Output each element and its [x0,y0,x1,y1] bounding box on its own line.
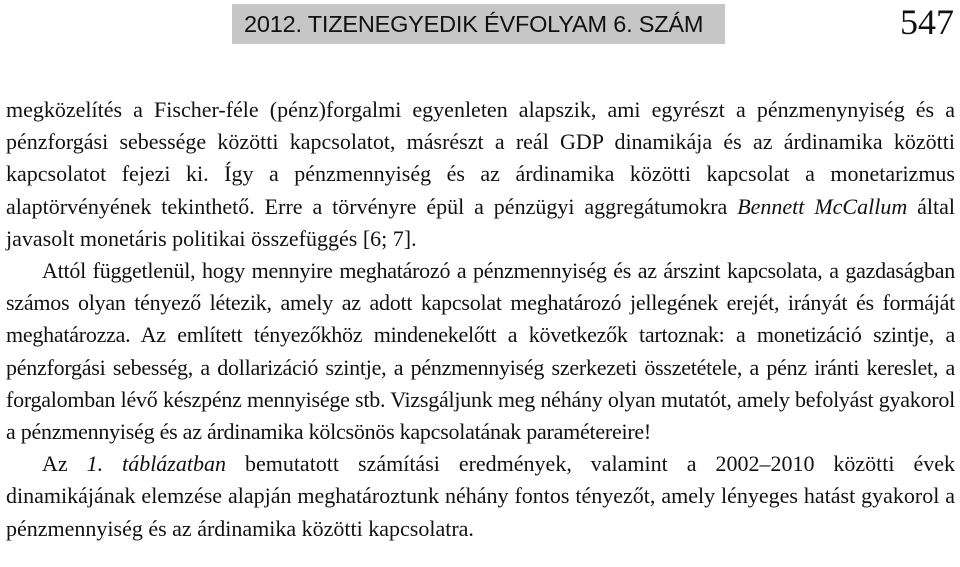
running-header-title: 2012. TIZENEGYEDIK ÉVFOLYAM 6. SZÁM [244,11,704,37]
author-name-italic: Bennett McCallum [737,193,908,219]
paragraph-1-text-a: megközelítés a Fischer-féle (pénz)forgalmi egyenleten alapszik, ami egyrészt a pénzmenynyiség és a pénzforgási sebessége közötti kapcsolatot, másrészt a reál GDP dinamikája és az árdinamika közötti kapcsolatot fejezi ki. Így a pénzmennyiség és az árdinamika közötti kapcsolat a monetarizmus alaptörvényének tekinthető. Erre a törvényre épül a pénzügyi aggregátumokra [6,97,955,219]
paragraph-2: Attól függetlenül, hogy mennyire meghatározó a pénzmennyiség és az árszint kapcsolata, a gazdaságban számos olyan tényező létezik, amely az adott kapcsolat meghatározó jellegének erejét, irányát és formáját meghatározza. Az említett tényezőkhöz mindenekelőtt a következők tartoznak: a monetizáció szintje, a pénzforgási sebesség, a dollarizáció szintje, a pénzmennyiség szerkezeti összetétele, a pénz iránti kereslet, a forgalomban lévő készpénz mennyisége stb. Vizsgáljunk meg néhány olyan mutatót, amely befolyást gyakorol a pénzmennyiség és az árdinamika kölcsönös kapcsolatának paramétereire! [6,258,955,445]
page-number: 547 [900,2,954,42]
paragraph-1-text-b: által javasolt monetáris politikai összefüggés [6; 7]. [6,193,955,251]
paragraph-1 [6,94,955,255]
paragraph-3-text-a: Az [42,451,87,477]
table-reference-italic: 1. táblázatban [86,451,226,477]
body-text [6,94,955,545]
paragraph-3 [6,448,955,545]
paragraph-3-text-b: bemutatott számítási eredmények, valamint a 2002–2010 közötti évek dinamikájának elemzése alapján meghatároztunk néhány fontos tényezőt, amely lényeges hatást gyakorol a pénzmennyiség és az árdinamika közötti kapcsolatra. [6,451,955,541]
